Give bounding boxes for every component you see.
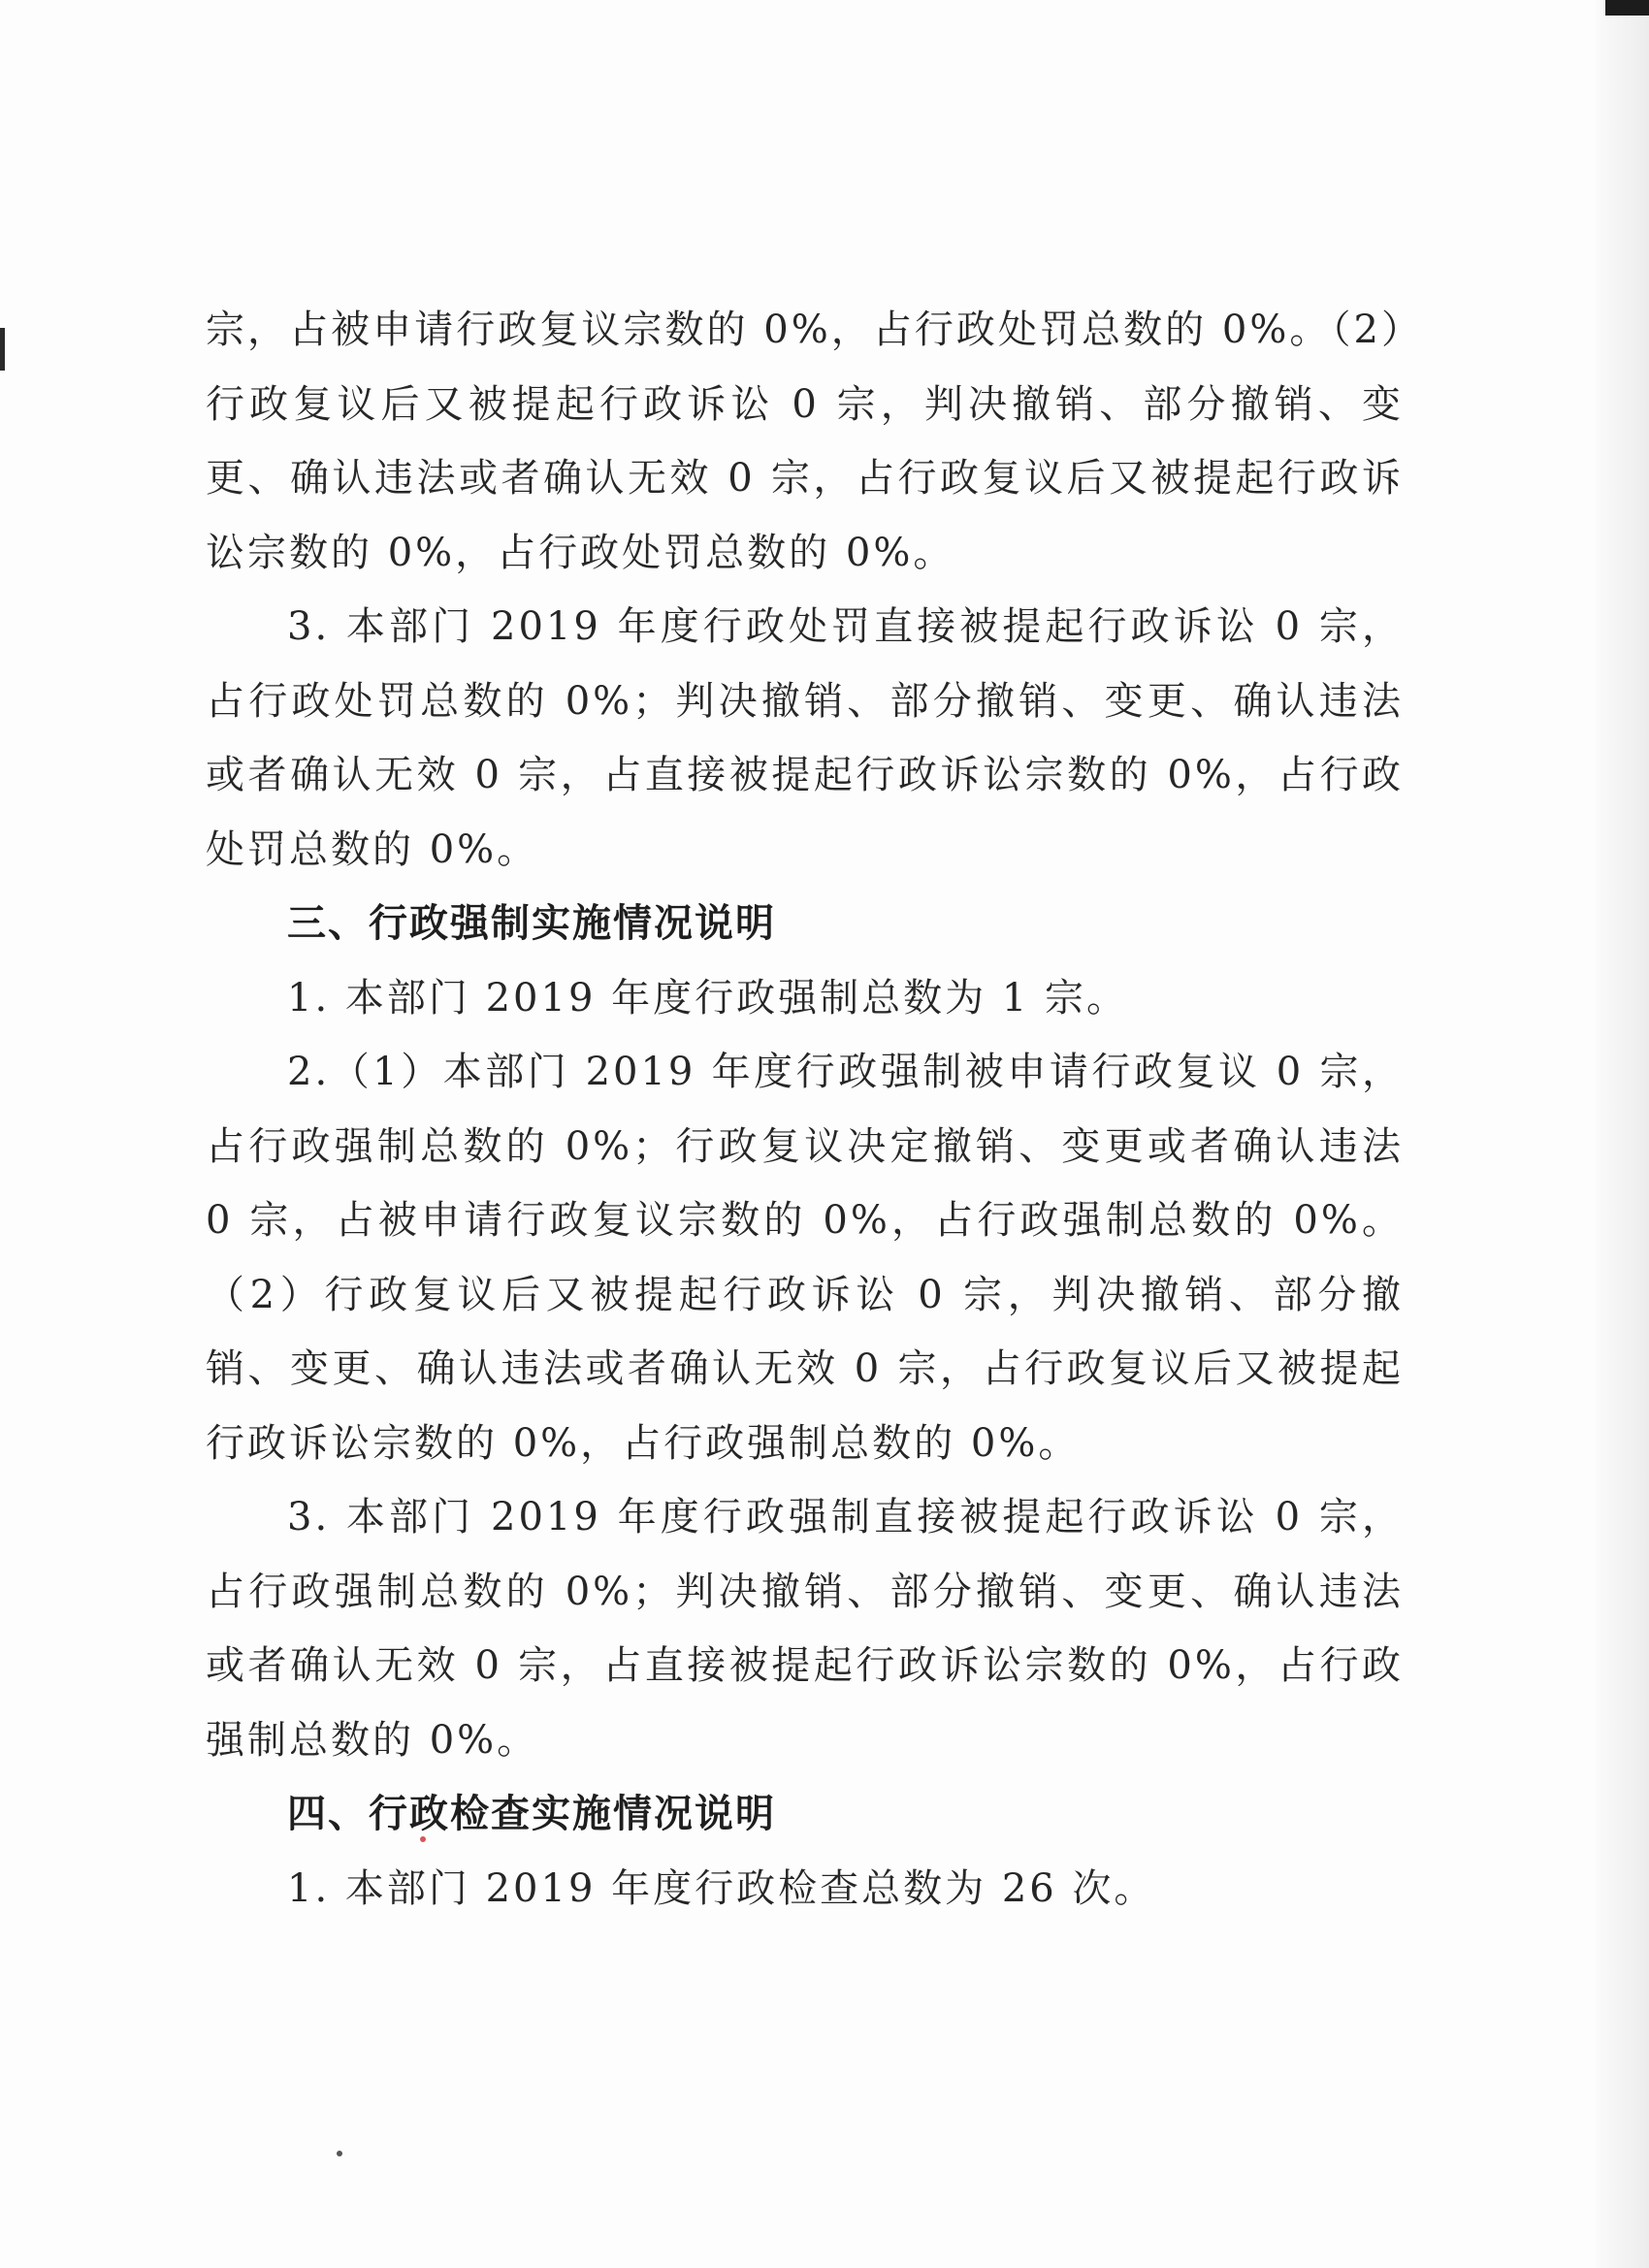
speck-mark (337, 2151, 342, 2156)
paragraph-continuation: 宗，占被申请行政复议宗数的 0%，占行政处罚总数的 0%。（2）行政复议后又被提起行政诉讼 0 宗，判决撤销、部分撤销、变更、确认违法或者确认无效 0 宗，占行政复议后又被提起行政诉讼宗数的 0%，占行政处罚总数的 0%。 (206, 308, 1404, 575)
scan-left-mark (0, 328, 5, 371)
paragraph-item-2-enforcement: 2.（1）本部门 2019 年度行政强制被申请行政复议 0 宗，占行政强制总数的 0%；行政复议决定撤销、变更或者确认违法 0 宗，占被申请行政复议宗数的 0%，占行政强制总数的 0%。（2）行政复议后又被提起行政诉讼 0 宗，判决撤销、部分撤销、变更、确认违法或者确认无效 0 宗，占行政复议后又被提起行政诉讼宗数的 0%，占行政强制总数的 0%。 (206, 1050, 1404, 1466)
paragraph-item-1-enforcement: 1. 本部门 2019 年度行政强制总数为 1 宗。 (287, 975, 1128, 1021)
section-heading-3: 三、行政强制实施情况说明 (287, 901, 776, 946)
scan-corner-mark (1605, 0, 1649, 16)
document-body (206, 293, 1404, 1926)
paragraph-item-1-inspection: 1. 本部门 2019 年度行政检查总数为 26 次。 (287, 1865, 1156, 1911)
scan-right-edge (1596, 0, 1649, 2268)
paragraph-item-3-penalty: 3. 本部门 2019 年度行政处罚直接被提起行政诉讼 0 宗，占行政处罚总数的 0%；判决撤销、部分撤销、变更、确认违法或者确认无效 0 宗，占直接被提起行政诉讼宗数的 0%，占行政处罚总数的 0%。 (206, 604, 1404, 872)
section-heading-4: 四、行政检查实施情况说明 (287, 1792, 776, 1836)
speck-mark (420, 1836, 426, 1842)
paragraph-item-3-enforcement: 3. 本部门 2019 年度行政强制直接被提起行政诉讼 0 宗，占行政强制总数的 0%；判决撤销、部分撤销、变更、确认违法或者确认无效 0 宗，占直接被提起行政诉讼宗数的 0%，占行政强制总数的 0%。 (206, 1495, 1404, 1763)
